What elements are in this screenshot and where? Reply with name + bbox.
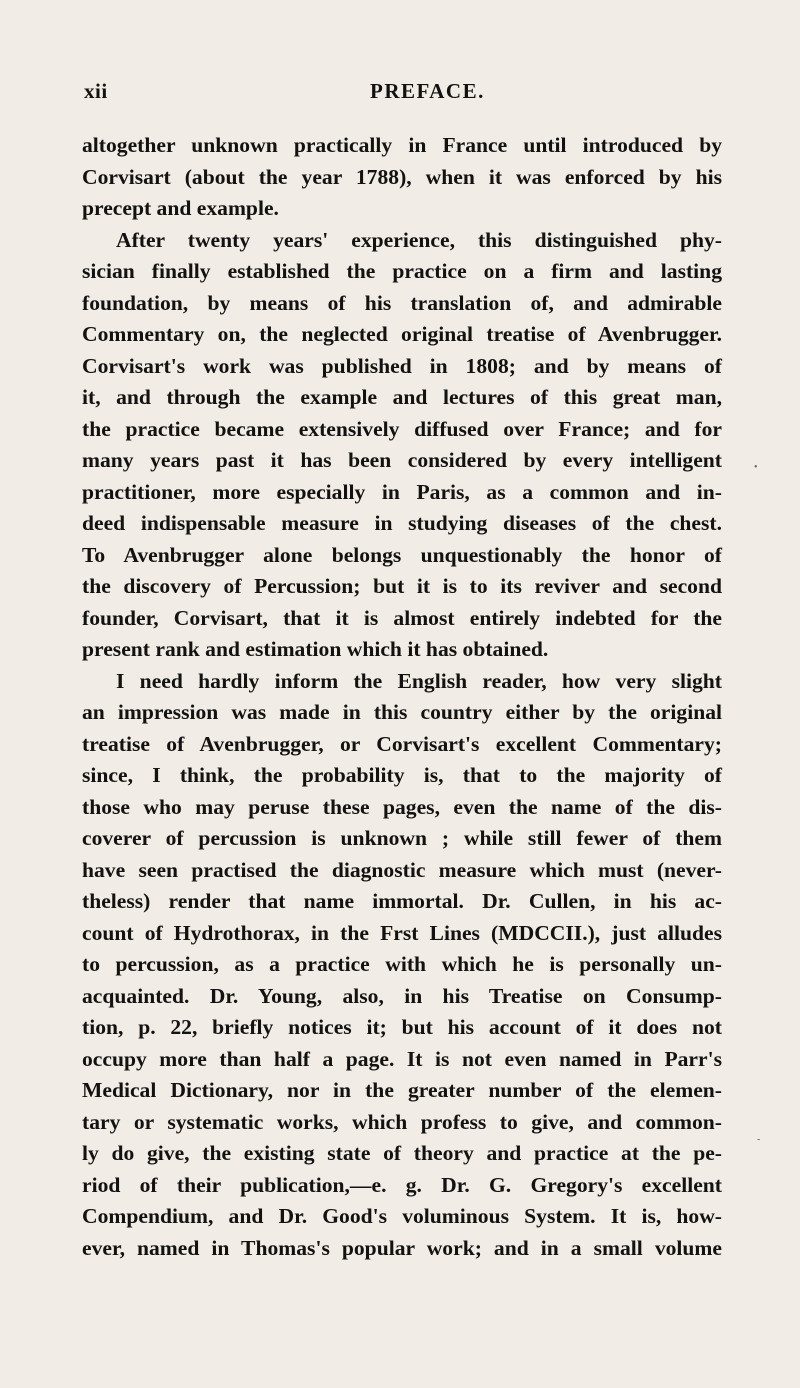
text-line: to percussion, as a practice with which he is personally un- (82, 952, 722, 976)
text-line: ly do give, the existing state of theory and practice at the pe- (82, 1141, 722, 1165)
text-line: Commentary on, the neglected original treatise of Avenbrugger. (82, 322, 722, 346)
text-line: acquainted. Dr. Young, also, in his Treatise on Consump- (82, 983, 722, 1008)
text-line: treatise of Avenbrugger, or Corvisart's excellent Commentary; (82, 731, 722, 756)
text-line: the discovery of Percussion; but it is to its reviver and second (82, 574, 722, 598)
text-line: present rank and estimation which it has obtained. (82, 637, 549, 661)
text-line: To Avenbrugger alone belongs unquestionably the honor of (82, 542, 722, 567)
paragraph-start-line: After twenty years' experience, this distinguished phy- (116, 227, 722, 252)
text-line: the practice became extensively diffused over France; and for (82, 416, 722, 441)
paragraph-start-line: I need hardly inform the English reader, how very slight (116, 668, 722, 693)
running-title: PREFACE. (370, 79, 485, 103)
text-line: precept and example. (82, 196, 279, 220)
text-line: founder, Corvisart, that it is almost entirely indebted for the (82, 605, 722, 630)
text-line: an impression was made in this country either by the original (82, 700, 722, 724)
text-line: since, I think, the probability is, that to the majority of (82, 763, 722, 787)
text-line: tion, p. 22, briefly notices it; but his account of it does not (82, 1015, 722, 1039)
text-line: it, and through the example and lectures of this great man, (82, 385, 722, 409)
text-line: practitioner, more especially in Paris, as a common and in- (82, 479, 722, 504)
text-line: Medical Dictionary, nor in the greater number of the elemen- (82, 1078, 722, 1102)
margin-speck: • (754, 462, 758, 473)
page-number: xii (84, 79, 108, 103)
page-header (80, 79, 720, 109)
text-line: foundation, by means of his translation of, and admirable (82, 290, 722, 315)
text-line: Corvisart's work was published in 1808; and by means of (82, 353, 722, 378)
text-line: altogether unknown practically in France until introduced by (82, 133, 722, 157)
text-line: Corvisart (about the year 1788), when it was enforced by his (82, 164, 722, 189)
text-line: occupy more than half a page. It is not even named in Parr's (82, 1046, 722, 1071)
margin-speck: - (757, 1134, 761, 1145)
text-line: sician finally established the practice on a firm and lasting (82, 259, 722, 283)
text-line: count of Hydrothorax, in the Frst Lines (MDCCII.), just alludes (82, 920, 722, 945)
text-line: riod of their publication,—e. g. Dr. G. Gregory's excellent (82, 1172, 722, 1197)
text-line: tary or systematic works, which profess to give, and common- (82, 1109, 722, 1134)
text-line: Compendium, and Dr. Good's voluminous System. It is, how- (82, 1204, 722, 1228)
text-line: deed indispensable measure in studying diseases of the chest. (82, 511, 722, 535)
text-line: theless) render that name immortal. Dr. Cullen, in his ac- (82, 889, 722, 913)
text-line: have seen practised the diagnostic measure which must (never- (82, 857, 722, 882)
text-line: many years past it has been considered by every intelligent (82, 448, 722, 472)
body-text (82, 130, 722, 1264)
text-line: ever, named in Thomas's popular work; and in a small volume (82, 1235, 722, 1260)
text-line: those who may peruse these pages, even the name of the dis- (82, 794, 722, 819)
text-line: coverer of percussion is unknown ; while still fewer of them (82, 826, 722, 850)
